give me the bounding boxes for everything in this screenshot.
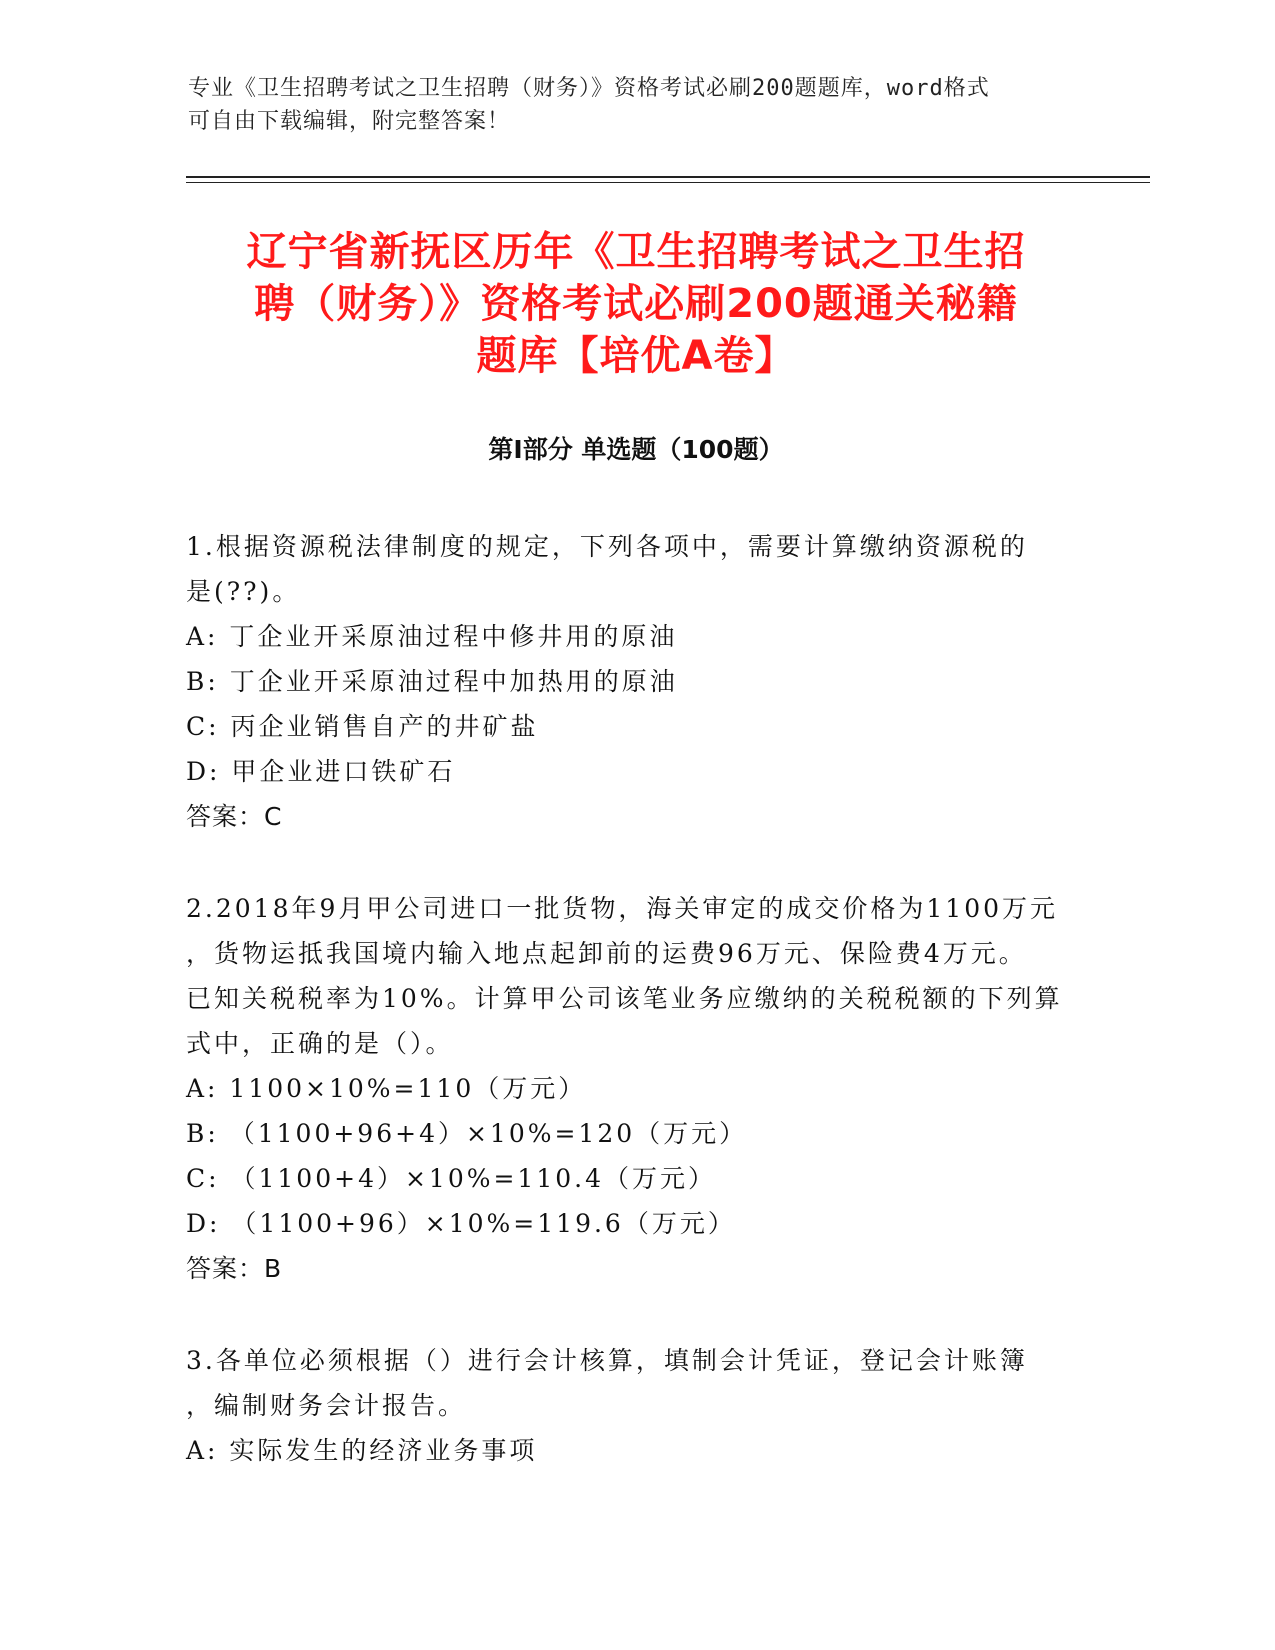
header-note — [188, 72, 1088, 138]
header-divider — [186, 176, 1150, 178]
question-option: C: （1100+4）×10%=110.4（万元） — [186, 1164, 717, 1193]
question-stem: ，编制财务会计报告。 — [186, 1391, 467, 1420]
question-answer: 答案：C — [186, 802, 283, 831]
header-note-line: 专业《卫生招聘考试之卫生招聘（财务）》资格考试必刷200题题库，word格式 — [188, 76, 990, 101]
question-stem: ，货物运抵我国境内输入地点起卸前的运费96万元、保险费4万元。 — [186, 939, 1027, 968]
question-option: B: （1100+96+4）×10%=120（万元） — [186, 1119, 748, 1148]
question-stem: 式中，正确的是（）。 — [186, 1029, 454, 1058]
title-line: 题库【培优A卷】 — [476, 333, 796, 379]
question-item — [186, 524, 1086, 839]
header-note-line: 可自由下载编辑，附完整答案！ — [188, 109, 511, 134]
title-line: 聘（财务）》资格考试必刷200题通关秘籍 — [254, 281, 1018, 327]
question-option: C: 丙企业销售自产的井矿盐 — [186, 712, 539, 741]
section-heading: 第I部分 单选题（100题） — [488, 435, 784, 464]
question-stem: 1.根据资源税法律制度的规定，下列各项中，需要计算缴纳资源税的 — [186, 532, 1028, 561]
question-stem: 已知关税税率为10%。计算甲公司该笔业务应缴纳的关税税额的下列算 — [186, 984, 1063, 1013]
question-item — [186, 886, 1086, 1291]
question-option: D: （1100+96）×10%=119.6（万元） — [186, 1209, 736, 1238]
question-stem: 是(??)。 — [186, 577, 301, 606]
header-divider — [186, 182, 1150, 183]
title-line: 辽宁省新抚区历年《卫生招聘考试之卫生招 — [246, 229, 1026, 275]
question-option: A: 实际发生的经济业务事项 — [186, 1436, 538, 1465]
question-option: A: 丁企业开采原油过程中修井用的原油 — [186, 622, 678, 651]
question-answer: 答案：B — [186, 1254, 283, 1283]
document-title — [186, 226, 1086, 382]
question-option: B: 丁企业开采原油过程中加热用的原油 — [186, 667, 678, 696]
question-item — [186, 1338, 1086, 1473]
question-stem: 3.各单位必须根据（）进行会计核算，填制会计凭证，登记会计账簿 — [186, 1346, 1028, 1375]
question-stem: 2.2018年9月甲公司进口一批货物，海关审定的成交价格为1100万元 — [186, 894, 1059, 923]
question-option: A: 1100×10%=110（万元） — [186, 1074, 587, 1103]
question-option: D: 甲企业进口铁矿石 — [186, 757, 456, 786]
